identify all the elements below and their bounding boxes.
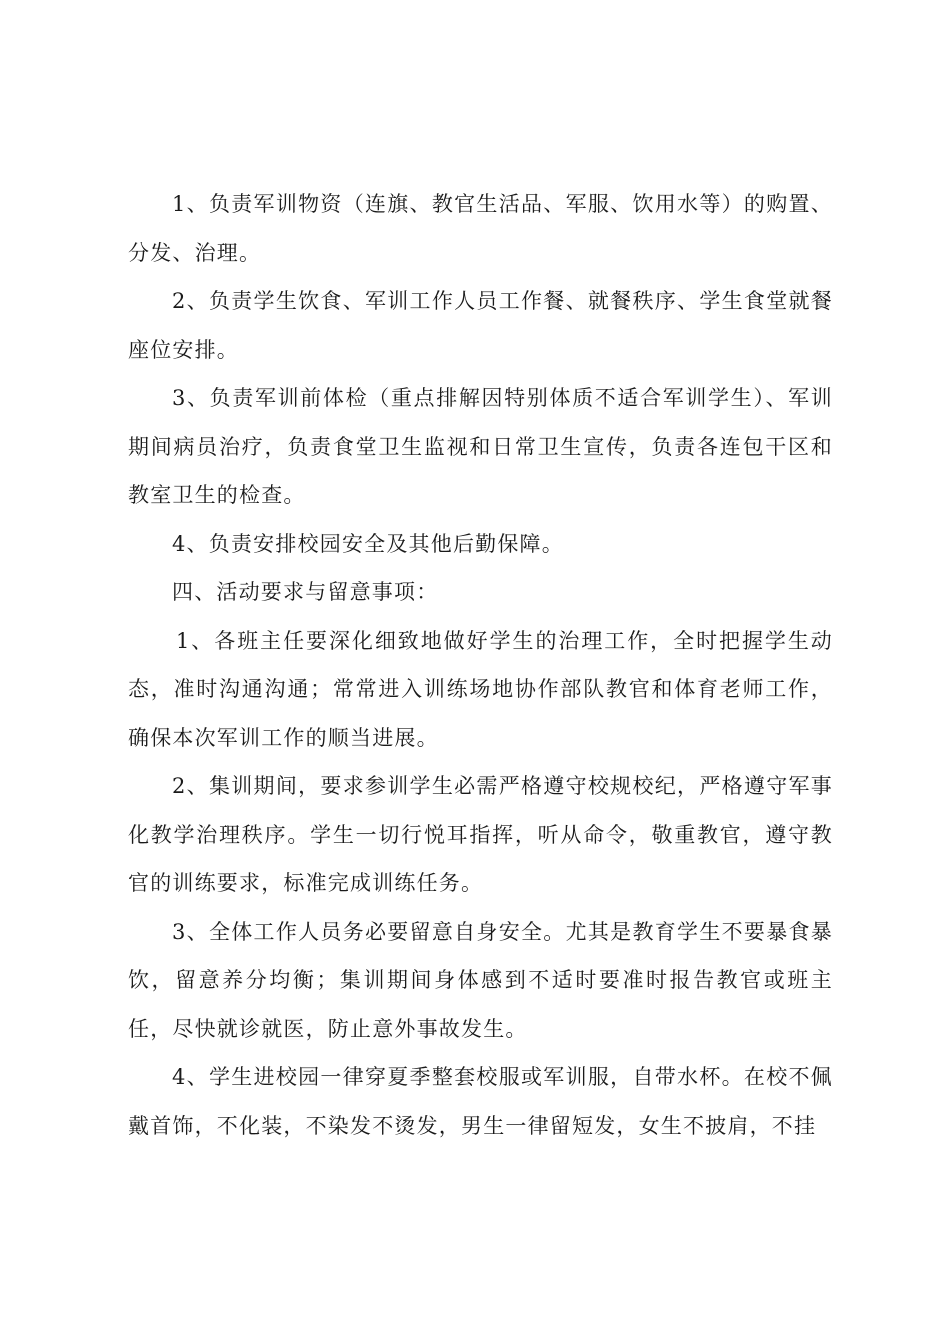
paragraph-logistics-2: 2、负责学生饮食、军训工作人员工作餐、就餐秩序、学生食堂就餐座位安排。 (128, 289, 833, 362)
paragraph-logistics-1: 1、负责军训物资（连旗、教官生活品、军服、饮用水等）的购置、分发、治理。 (128, 192, 833, 265)
paragraph-requirement-1: 1、各班主任要深化细致地做好学生的治理工作，全时把握学生动态，准时沟通沟通；常常进入训练场地协作部队教官和体育老师工作，确保本次军训工作的顺当进展。 (128, 628, 833, 750)
section-heading-requirements: 四、活动要求与留意事项： (172, 580, 439, 604)
document-body (128, 180, 833, 1150)
paragraph-requirement-2: 2、集训期间，要求参训学生必需严格遵守校规校纪，严格遵守军事化教学治理秩序。学生一切行悦耳指挥，听从命令，敬重教官，遵守教官的训练要求，标准完成训练任务。 (128, 774, 833, 895)
paragraph-requirement-4: 4、学生进校园一律穿夏季整套校服或军训服，自带水杯。在校不佩戴首饰，不化装，不染发不烫发，男生一律留短发，女生不披肩，不挂 (128, 1065, 833, 1138)
paragraph-logistics-3: 3、负责军训前体检（重点排解因特别体质不适合军训学生）、军训期间病员治疗，负责食堂卫生监视和日常卫生宣传，负责各连包干区和教室卫生的检查。 (128, 386, 833, 507)
paragraph-logistics-4: 4、负责安排校园安全及其他后勤保障。 (172, 531, 564, 556)
paragraph-requirement-3: 3、全体工作人员务必要留意自身安全。尤其是教育学生不要暴食暴饮，留意养分均衡；集训期间身体感到不适时要准时报告教官或班主任，尽快就诊就医，防止意外事故发生。 (128, 919, 833, 1041)
